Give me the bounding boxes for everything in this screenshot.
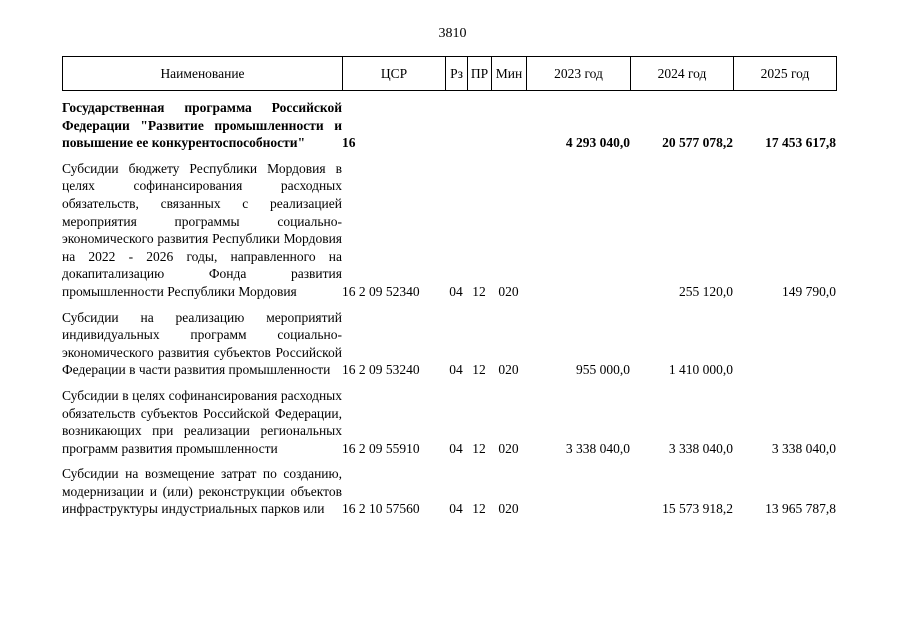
row-2023: 955 000,0 xyxy=(576,362,630,378)
row-min xyxy=(491,99,526,160)
row-pr xyxy=(467,99,491,160)
row-min: 020 xyxy=(498,283,519,299)
row-name: Субсидии в целях софинансирования расходных обязательств субъектов Российской Федерации, возникающих при реализации региональных программ развития промышленности xyxy=(62,387,342,456)
row-name: Субсидии на реализацию мероприятий индивидуальных программ социально-экономического развития субъектов Российской Федерации в части развития промышленности xyxy=(62,309,342,378)
row-pr: 12 xyxy=(472,501,486,517)
budget-table xyxy=(62,99,836,518)
header-csr: ЦСР xyxy=(343,57,446,91)
row-name: Субсидии на возмещение затрат по созданию, модернизации и (или) реконструкции объектов инфраструктуры индустриальных парков или xyxy=(62,466,342,517)
row-2025: 17 453 617,8 xyxy=(765,135,836,151)
row-2025 xyxy=(733,309,836,387)
row-2023 xyxy=(526,160,630,309)
row-2024: 1 410 000,0 xyxy=(668,362,733,378)
table-row xyxy=(62,465,836,518)
header-2024: 2024 год xyxy=(631,57,734,91)
table-row xyxy=(62,309,836,387)
row-name: Субсидии бюджету Республики Мордовия в целях софинансирования расходных обязательств, связанных с реализацией мероприятия программы социально-экономического развития Республики Мордовия на 2022 - 2026 годы, направленного на докапитализацию Фонда развития промышленности Республики Мордовия xyxy=(62,160,342,299)
row-2024: 15 573 918,2 xyxy=(662,501,733,517)
header-2023: 2023 год xyxy=(527,57,631,91)
row-2024: 255 120,0 xyxy=(679,283,733,299)
row-csr: 16 2 09 53240 xyxy=(342,362,420,378)
row-min: 020 xyxy=(498,440,519,456)
row-2023 xyxy=(526,465,630,518)
row-2024: 3 338 040,0 xyxy=(668,440,733,456)
header-rz: Рз xyxy=(446,57,468,91)
header-name: Наименование xyxy=(63,57,343,91)
row-2025: 13 965 787,8 xyxy=(765,501,836,517)
row-rz: 04 xyxy=(449,362,463,378)
row-2023: 3 338 040,0 xyxy=(565,440,630,456)
row-2023: 4 293 040,0 xyxy=(565,135,630,151)
row-pr: 12 xyxy=(472,362,486,378)
header-pr: ПР xyxy=(468,57,492,91)
table-row xyxy=(62,160,836,309)
row-name: Государственная программа Российской Федерации "Развитие промышленности и повышение ее конкурентоспособности" xyxy=(62,100,342,151)
row-min: 020 xyxy=(498,362,519,378)
row-rz: 04 xyxy=(449,501,463,517)
row-csr: 16 xyxy=(342,135,356,151)
row-pr: 12 xyxy=(472,440,486,456)
row-2024: 20 577 078,2 xyxy=(662,135,733,151)
page-number: 3810 xyxy=(438,26,467,41)
row-csr: 16 2 09 52340 xyxy=(342,283,420,299)
row-pr: 12 xyxy=(472,283,486,299)
header-2025: 2025 год xyxy=(734,57,837,91)
row-rz: 04 xyxy=(449,440,463,456)
row-csr: 16 2 10 57560 xyxy=(342,501,420,517)
row-min: 020 xyxy=(498,501,519,517)
table-header xyxy=(62,56,837,91)
row-csr: 16 2 09 55910 xyxy=(342,440,420,456)
header-min: Мин xyxy=(492,57,527,91)
row-rz xyxy=(445,99,467,160)
table-row xyxy=(62,387,836,465)
row-2025: 3 338 040,0 xyxy=(771,440,836,456)
row-rz: 04 xyxy=(449,283,463,299)
row-2025: 149 790,0 xyxy=(782,283,836,299)
table-row xyxy=(62,99,836,160)
